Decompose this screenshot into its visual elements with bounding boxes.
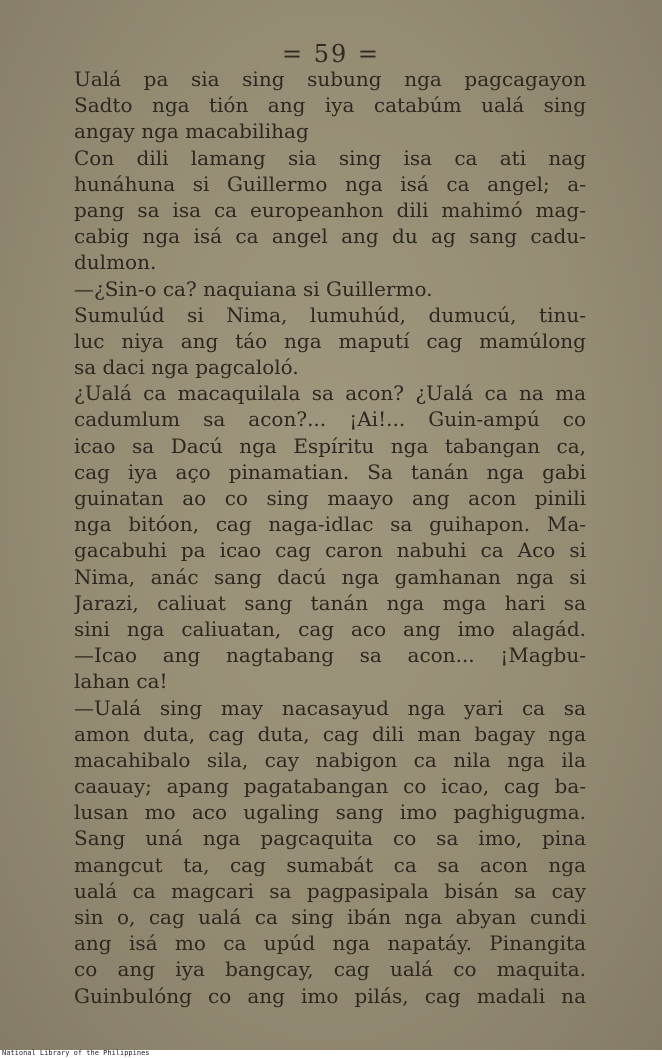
text-line: —¿Sin-o ca? naquiana si Guillermo.: [74, 276, 433, 301]
text-line: icao sa Dacú nga Espíritu nga tabangan ca,: [74, 433, 586, 458]
text-line: lusan mo aco ugaling sang imo paghigugma.: [74, 800, 586, 825]
text-line: Con dili lamang sia sing isa ca ati nag: [74, 145, 586, 170]
text-line: guinatan ao co sing maayo ang acon pinili: [74, 486, 586, 510]
text-line: cabig nga isá ca angel ang du ag sang cadu-: [74, 224, 586, 249]
text-line: Sadto nga tión ang iya catabúm ualá sing: [74, 93, 586, 118]
text-line: sin o, cag ualá ca sing ibán nga abyan cundi: [74, 905, 586, 929]
text-line: lahan ca!: [74, 669, 168, 694]
text-line: ang isá mo ca upúd nga napatáy. Pinangita: [74, 931, 586, 956]
text-line: dulmon.: [74, 250, 157, 275]
text-line: gacabuhi pa icao cag caron nabuhi ca Aco si: [74, 538, 586, 563]
text-line: Ualá pa sia sing subung nga pagcagayon: [74, 67, 586, 91]
library-credit: National Library of the Philippines: [2, 1049, 150, 1057]
body-text: [74, 66, 586, 1009]
text-line: amon duta, cag duta, cag dili man bagay nga: [74, 721, 586, 746]
text-line: mangcut ta, cag sumabát ca sa acon nga: [74, 852, 586, 877]
text-line: Sang uná nga pagcaquita co sa imo, pina: [74, 826, 586, 851]
text-line: Sumulúd si Nima, lumuhúd, dumucú, tinu-: [74, 302, 586, 327]
text-line: macahibalo sila, cay nabigon ca nila nga ila: [74, 747, 586, 772]
text-line: Nima, anác sang dacú nga gamhanan nga si: [74, 564, 586, 589]
text-line: nga bitóon, cag naga-idlac sa guihapon. Ma-: [74, 512, 586, 537]
text-line: Guinbulóng co ang imo pilás, cag madali na: [74, 983, 586, 1008]
text-line: hunáhuna si Guillermo nga isá ca angel; a-: [74, 171, 586, 196]
text-line: angay nga macabilihag: [74, 119, 309, 144]
text-line: —Ualá sing may nacasayud nga yari ca sa: [74, 695, 586, 720]
page-number: = 59 =: [281, 40, 380, 68]
text-line: cag iya aço pinamatian. Sa tanán nga gabi: [74, 459, 586, 484]
text-line: co ang iya bangcay, cag ualá co maquita.: [74, 957, 586, 982]
text-line: sa daci nga pagcaloló.: [74, 355, 299, 380]
text-line: ¿Ualá ca macaquilala sa acon? ¿Ualá ca na ma: [74, 381, 586, 406]
text-line: pang sa isa ca europeanhon dili mahimó mag-: [74, 197, 586, 222]
text-line: sini nga caliuatan, cag aco ang imo alagád.: [74, 616, 586, 641]
text-line: ualá ca magcari sa pagpasipala bisán sa cay: [74, 878, 586, 903]
text-line: Jarazi, caliuat sang tanán nga mga hari sa: [74, 590, 586, 615]
text-line: —Icao ang nagtabang sa acon... ¡Magbu-: [74, 643, 586, 668]
text-line: cadumlum sa acon?... ¡Ai!... Guin-ampú co: [74, 407, 586, 432]
text-line: caauay; apang pagatabangan co icao, cag ba-: [74, 774, 586, 799]
text-line: luc niya ang táo nga maputí cag mamúlong: [74, 328, 586, 353]
